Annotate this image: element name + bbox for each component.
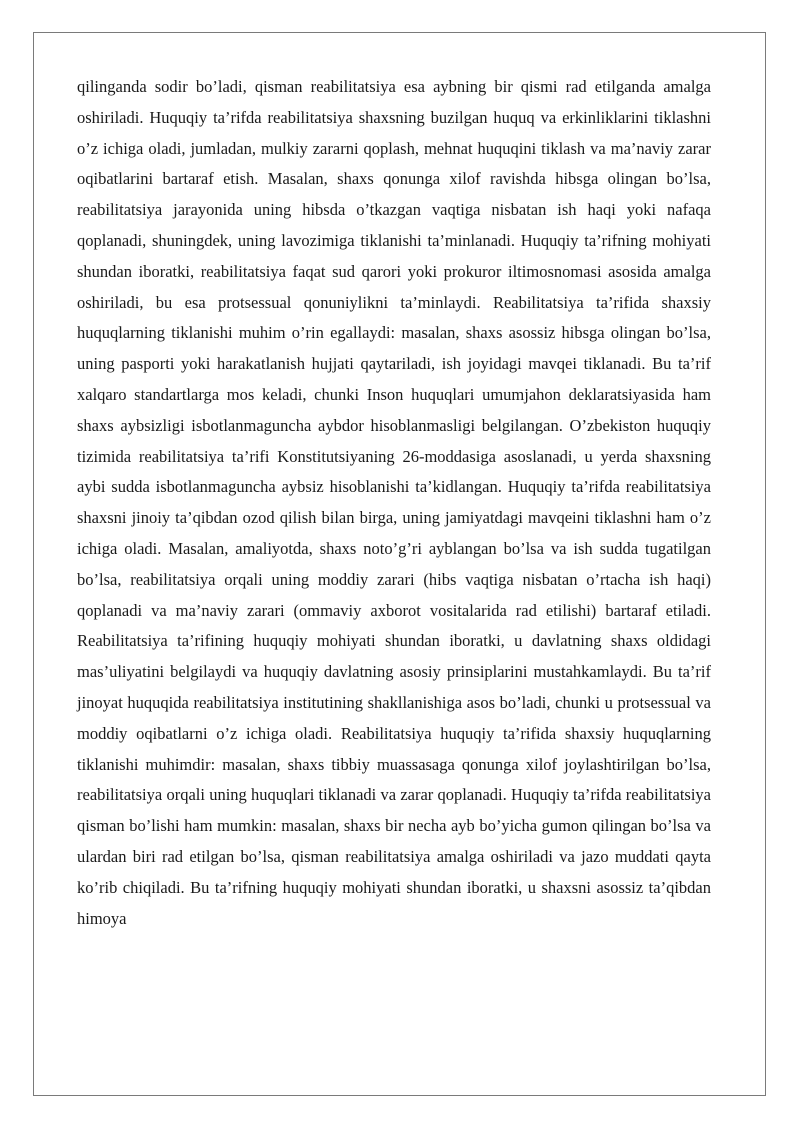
- body-paragraph: qilinganda sodir bo’ladi, qisman reabilitatsiya esa aybning bir qismi rad etilganda amalga oshiriladi. Huquqiy ta’rifda reabilitatsiya shaxsning buzilgan huquq va erkinliklarini tiklashni o’z ichiga oladi, jumladan, mulkiy zararni qoplash, mehnat huquqini tiklash va ma’naviy zarar oqibatlarini bartaraf etish. Masalan, shaxs qonunga xilof ravishda hibsga olingan bo’lsa, reabilitatsiya jarayonida uning hibsda o’tkazgan vaqtiga nisbatan ish haqi yoki nafaqa qoplanadi, shuningdek, uning lavozimiga tiklanishi ta’minlanadi. Huquqiy ta’rifning mohiyati shundan iboratki, reabilitatsiya faqat sud qarori yoki prokuror iltimosnomasi asosida amalga oshiriladi, bu esa protsessual qonuniylikni ta’minlaydi. Reabilitatsiya ta’rifida shaxsiy huquqlarning tiklanishi muhim o’rin egallaydi: masalan, shaxs asossiz hibsga olingan bo’lsa, uning pasporti yoki harakatlanish hujjati qaytariladi, ish joyidagi mavqei tiklanadi. Bu ta’rif xalqaro standartlarga mos keladi, chunki Inson huquqlari umumjahon deklaratsiyasida ham shaxs aybsizligi isbotlanmaguncha aybdor hisoblanmasligi belgilangan. O’zbekiston huquqiy tizimida reabilitatsiya ta’rifi Konstitutsiyaning 26-moddasiga asoslanadi, u yerda shaxsning aybi sudda isbotlanmaguncha aybsiz hisoblanishi ta’kidlangan. Huquqiy ta’rifda reabilitatsiya shaxsni jinoiy ta’qibdan ozod qilish bilan birga, uning jamiyatdagi mavqeini tiklashni ham o’z ichiga oladi. Masalan, amaliyotda, shaxs noto’g’ri ayblangan bo’lsa va ish sudda tugatilgan bo’lsa, reabilitatsiya orqali uning moddiy zarari (hibs vaqtiga nisbatan o’rtacha ish haqi) qoplanadi va ma’naviy zarari (ommaviy axborot vositalarida rad etilishi) bartaraf etiladi. Reabilitatsiya ta’rifining huquqiy mohiyati shundan iboratki, u davlatning shaxs oldidagi mas’uliyatini belgilaydi va huquqiy davlatning asosiy prinsiplarini mustahkamlaydi. Bu ta’rif jinoyat huquqida reabilitatsiya institutining shakllanishiga asos bo’ladi, chunki u protsessual va moddiy oqibatlarni o’z ichiga oladi. Reabilitatsiya huquqiy ta’rifida shaxsiy huquqlarning tiklanishi muhimdir: masalan, shaxs tibbiy muassasaga qonunga xilof joylashtirilgan bo’lsa, reabilitatsiya orqali uning huquqlari tiklanadi va zarar qoplanadi. Huquqiy ta’rifda reabilitatsiya qisman bo’lishi ham mumkin: masalan, shaxs bir necha ayb bo’yicha gumon qilingan bo’lsa va ulardan biri rad etilgan bo’lsa, qisman reabilitatsiya amalga oshiriladi va jazo muddati qayta ko’rib chiqiladi. Bu ta’rifning huquqiy mohiyati shundan iboratki, u shaxsni asossiz ta’qibdan himoya: [77, 77, 711, 928]
